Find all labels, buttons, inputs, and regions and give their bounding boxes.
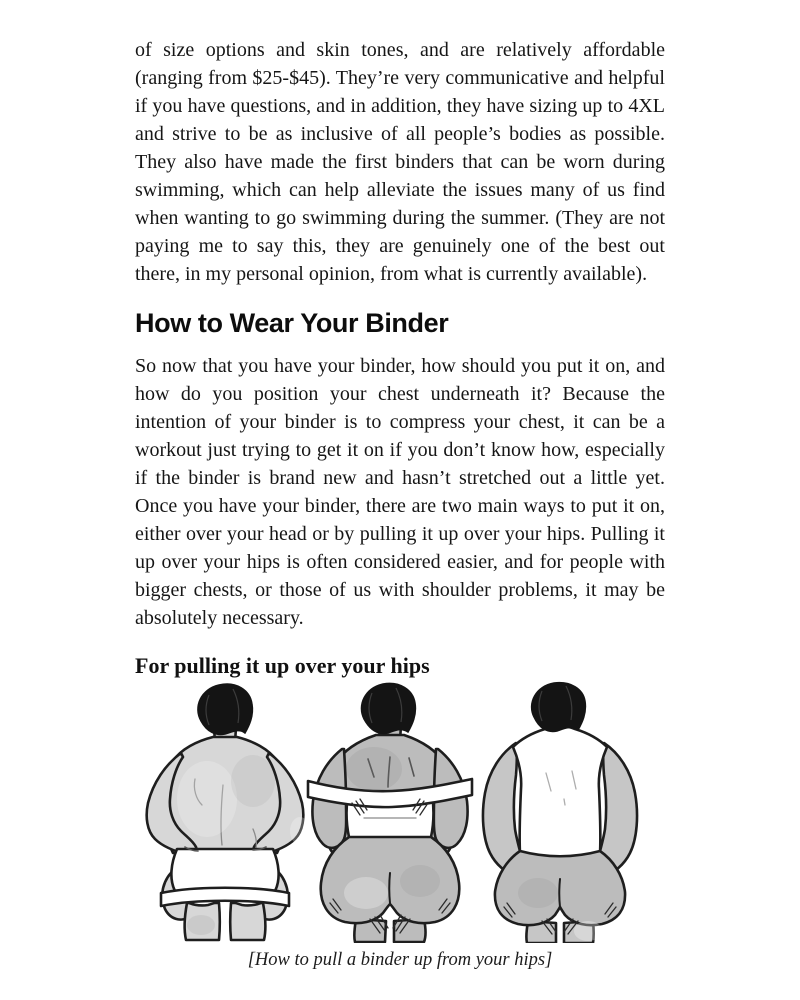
- figure-binder-on: [483, 683, 637, 943]
- binder-illustration: [100, 681, 700, 943]
- section-paragraph: So now that you have your binder, how should you put it on, and how do you position your chest underneath it? Because the intention of your binder is to compress your chest, it can be a workout just trying to get it on if you don’t know how, especially if the binder is brand new and hasn’t stretched out a little yet. Once you have your binder, there are two main ways to put it on, either over your head or by pulling it up over your hips. Pulling it up over your hips is often considered easier, and for people with bigger chests, or those of us with shoulder problems, it may be absolutely necessary.: [135, 355, 665, 629]
- figure-heading: For pulling it up over your hips: [135, 653, 430, 678]
- figure-caption: [How to pull a binder up from your hips]: [247, 950, 553, 970]
- figure-binder-at-hips: [147, 684, 304, 940]
- figure: [100, 681, 700, 971]
- book-page: [135, 0, 665, 971]
- section-heading: How to Wear Your Binder: [135, 308, 449, 338]
- figure-binder-halfway: [290, 683, 472, 942]
- paragraph-top: of size options and skin tones, and are relatively affordable (ranging from $25-$45). They’re very communicative and helpful if you have questions, and in addition, they have sizing up to 4XL and strive to be as inclusive of all people’s bodies as possible. They also have made the first binders that can be worn during swimming, which can help alleviate the issues many of us find when wanting to go swimming during the summer. (They are not paying me to say this, they are genuinely one of the best out there, in my personal opinion, from what is currently available).: [135, 39, 665, 285]
